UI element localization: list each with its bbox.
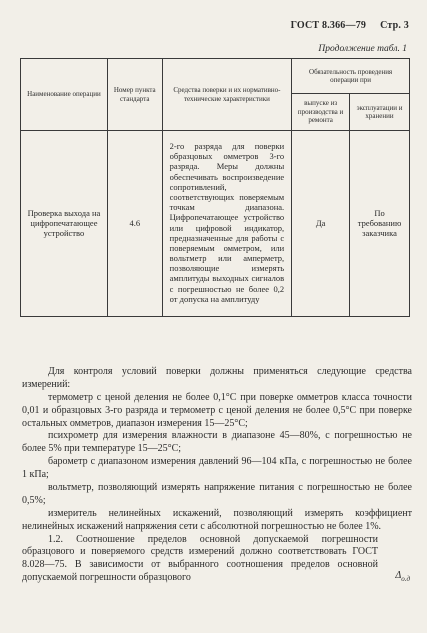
paragraph: измеритель нелинейных искажений, позволяющий измерять коэффициент нелинейных искажений напряжения сети с абсолютной погрешностью не более 1%. [22, 507, 412, 532]
table-row [21, 131, 410, 317]
col-header-operation-storage: эксплуатации и хранении [350, 94, 410, 131]
col-header-mandatory: Обязательность проведения операции при [292, 59, 410, 94]
page-header [291, 20, 409, 31]
body-text [22, 366, 412, 585]
cell-release: Да [292, 131, 350, 317]
cell-operation: Проверка выхода на цифропечатающее устройство [21, 131, 108, 317]
page-number: Стр. 3 [380, 20, 409, 31]
paragraph: термометр с ценой деления не более 0,1°С при поверке омметров класса точности 0,01 и образцовых 3-го разряда и термометр с ценой деления не более 0,5°С при поверке остальных омметров, диапазон измерения 15—25°С; [22, 391, 412, 429]
table-continuation-label: Продолжение табл. 1 [318, 44, 407, 54]
cell-operation-storage: По требованию заказчика [350, 131, 410, 317]
document-number: ГОСТ 8.366—79 [290, 20, 367, 31]
cell-means: 2-го разряда для поверки образцовых омметров 3-го разряда. Меры должны обеспечивать воспроизведение сопротивлений, соответствующих поверяемым точкам диапазона. Цифропечатающее устройство или цифровой индикатор, предназначенные для работы с поверяемым омметром, или вольтметр или амперметр, позволяющие измерять амплитуды выходных сигналов с погрешностью не более 0,2 от допуска на амплитуду [162, 131, 292, 317]
paragraph: 1.2. Соотношение пределов основной допускаемой погрешности образцового и поверяемого средств измерений должно соответствовать ГОСТ 8.028—75. В зависимости от выбранного соотношения пределов основной допускаемой погрешности образцового $\Delta_{о.д}$ [22, 533, 410, 584]
paragraph: Для контроля условий поверки должны применяться следующие средства измерений: [22, 366, 412, 390]
table-header-row [21, 59, 410, 94]
paragraph: барометр с диапазоном измерения давлений 96—104 кПа, с погрешностью не более 1 кПа; [22, 456, 412, 481]
paragraph: вольтметр, позволяющий измерять напряжение питания с погрешностью не более 0,5%; [22, 482, 412, 506]
col-header-operation: Наименование операции [21, 59, 108, 131]
paragraph: психрометр для измерения влажности в диапазоне 45—80%, с погрешностью не более 5% при температуре 15—25°С; [22, 430, 412, 455]
col-header-means: Средства поверки и их нормативно-технические характеристики [162, 59, 292, 131]
cell-item-number: 4.6 [107, 131, 162, 317]
col-header-item-number: Номер пункта стандарта [107, 59, 162, 131]
col-header-release: выпуске из производства и ремонта [292, 94, 350, 131]
verification-table [20, 58, 410, 317]
delta-symbol: $\Delta_{о.д}$ [395, 570, 410, 584]
